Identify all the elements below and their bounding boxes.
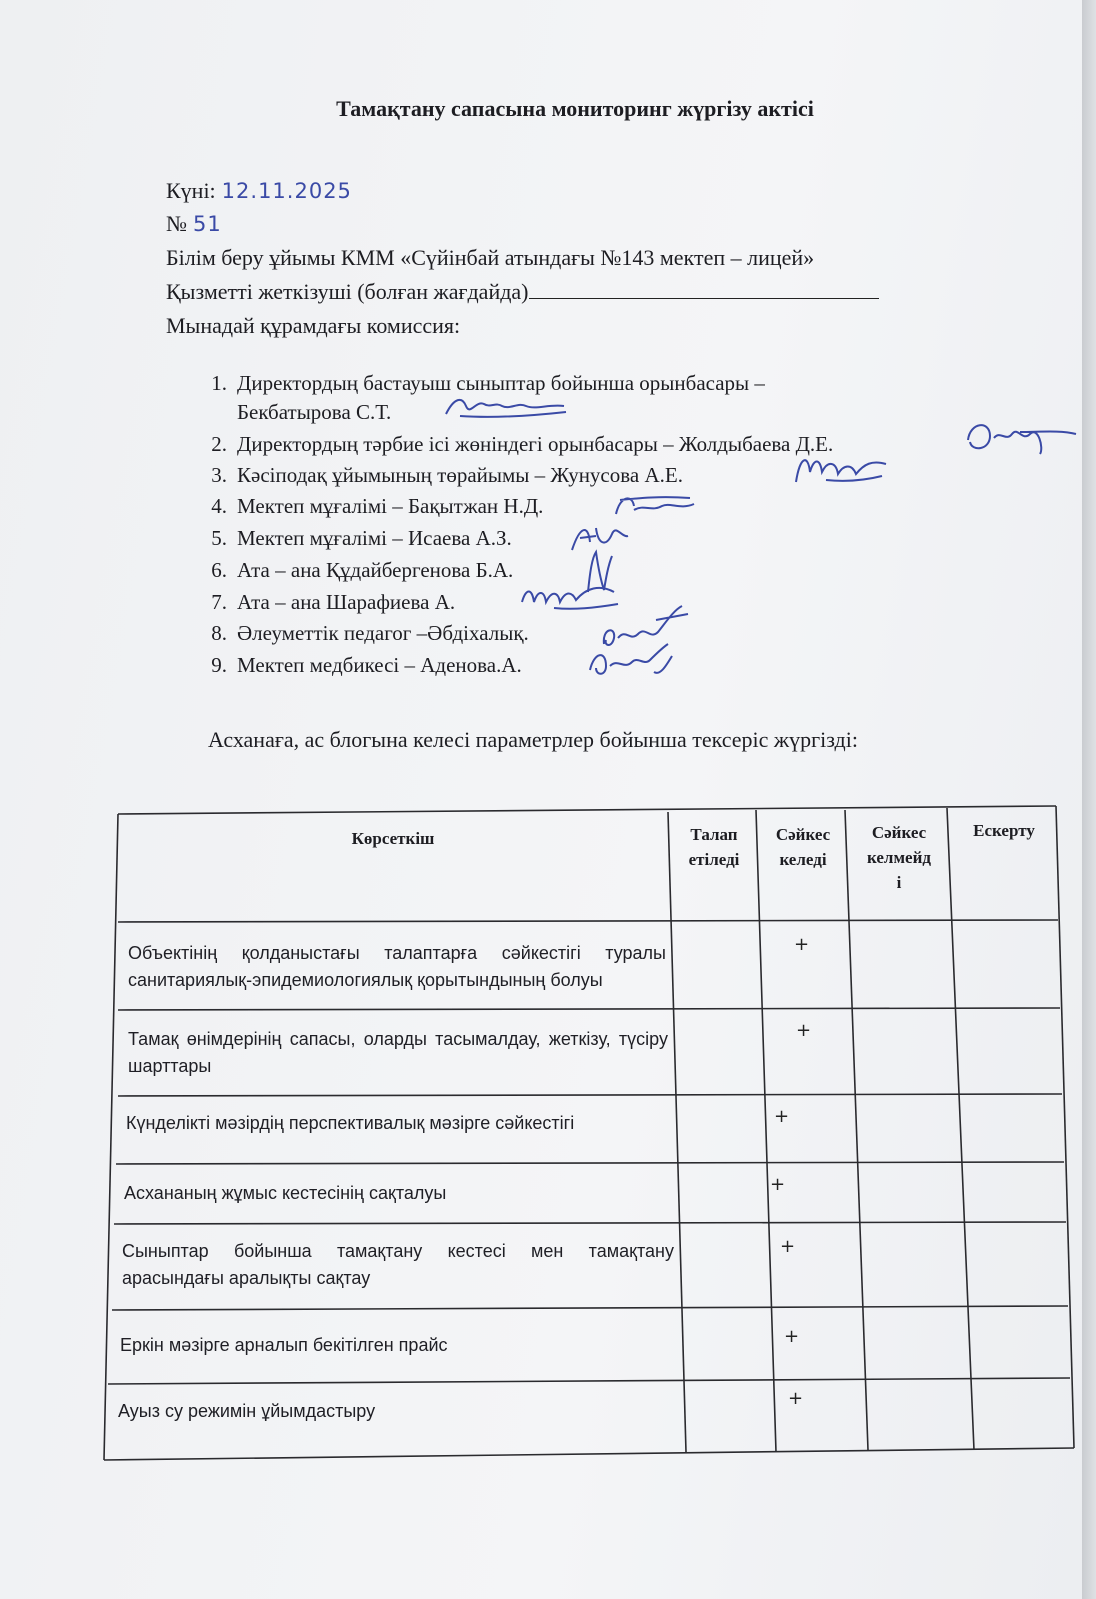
table-row-2-indicator: Тамақ өнімдерінің сапасы, оларды тасымалдау, жеткізу, түсіру шарттары xyxy=(128,1029,668,1076)
document-title: Тамақтану сапасына мониторинг жүргізу актісі xyxy=(336,96,814,121)
commission-member-7: 7. Ата – ана Шарафиева А. xyxy=(211,590,456,614)
header-indicator: Көрсеткіш xyxy=(351,829,435,848)
header-noncompliant: Сәйкес келмейд і xyxy=(867,823,931,892)
table-row-7-indicator: Ауыз су режимін ұйымдастыру xyxy=(118,1401,376,1421)
inspection-intro: Асханаға, ас блогына келесі параметрлер бойынша тексеріс жүргізді: xyxy=(208,727,858,752)
supplier-label: Қызметті жеткізуші (болған жағдайда) xyxy=(166,279,529,304)
commission-member-8: 8. Әлеуметтік педагог –Әбдіхалық. xyxy=(211,621,529,645)
number-value: 51 xyxy=(193,212,222,236)
table-row-1-indicator: Объектінің қолданыстағы талаптарға сәйкестігі туралы санитариялық-эпидемиологиялық қорытындының болуы xyxy=(128,943,666,990)
table-row-1-compliant: + xyxy=(794,934,810,955)
table-row-5-compliant: + xyxy=(780,1236,796,1257)
commission-member-1-name: Бекбатырова С.Т. xyxy=(237,400,392,424)
table-row-5-indicator: Сыныптар бойынша тамақтану кестесі мен тамақтану арасындағы аралықты сақтау xyxy=(122,1241,674,1288)
commission-label: Мынадай құрамдағы комиссия: xyxy=(166,313,461,338)
commission-member-9: 9. Мектеп медбикесі – Аденова.А. xyxy=(211,653,522,677)
commission-member-5: 5. Мектеп мұғалімі – Исаева А.З. xyxy=(211,526,512,550)
commission-member-4: 4. Мектеп мұғалімі – Бақытжан Н.Д. xyxy=(211,494,544,518)
table-row-2-compliant: + xyxy=(796,1020,812,1041)
table-row-4-indicator: Асхананың жұмыс кестесінің сақталуы xyxy=(124,1183,447,1203)
date-label: Күні: xyxy=(166,178,216,203)
header-compliant: Сәйкес келеді xyxy=(775,825,831,869)
date-value: 12.11.2025 xyxy=(221,179,352,203)
table-row-4-compliant: + xyxy=(770,1174,786,1195)
organization-line: Білім беру ұйымы КММ «Сүйінбай атындағы №143 мектеп – лицей» xyxy=(166,245,815,270)
table-row-3-indicator: Күнделікті мәзірдің перспективалық мәзірге сәйкестігі xyxy=(126,1113,575,1133)
table-row-3-compliant: + xyxy=(774,1106,790,1127)
table-row-7-compliant: + xyxy=(788,1388,804,1409)
commission-member-1: 1. Директордың бастауыш сыныптар бойынша орынбасары – xyxy=(211,371,765,395)
header-note: Ескерту xyxy=(973,821,1035,840)
commission-member-2: 2. Директордың тәрбие ісі жөніндегі орынбасары – Жолдыбаева Д.Е. xyxy=(211,432,834,456)
table-row-6-compliant: + xyxy=(784,1326,800,1347)
commission-member-6: 6. Ата – ана Құдайбергенова Б.А. xyxy=(211,558,514,582)
commission-member-3: 3. Кәсіподақ ұйымының төрайымы – Жунусова А.Е. xyxy=(211,463,683,487)
table-row-6-indicator: Еркін мәзірге арналып бекітілген прайс xyxy=(120,1335,448,1355)
number-label: № xyxy=(166,211,187,236)
header-required: Талап етіледі xyxy=(688,825,740,869)
